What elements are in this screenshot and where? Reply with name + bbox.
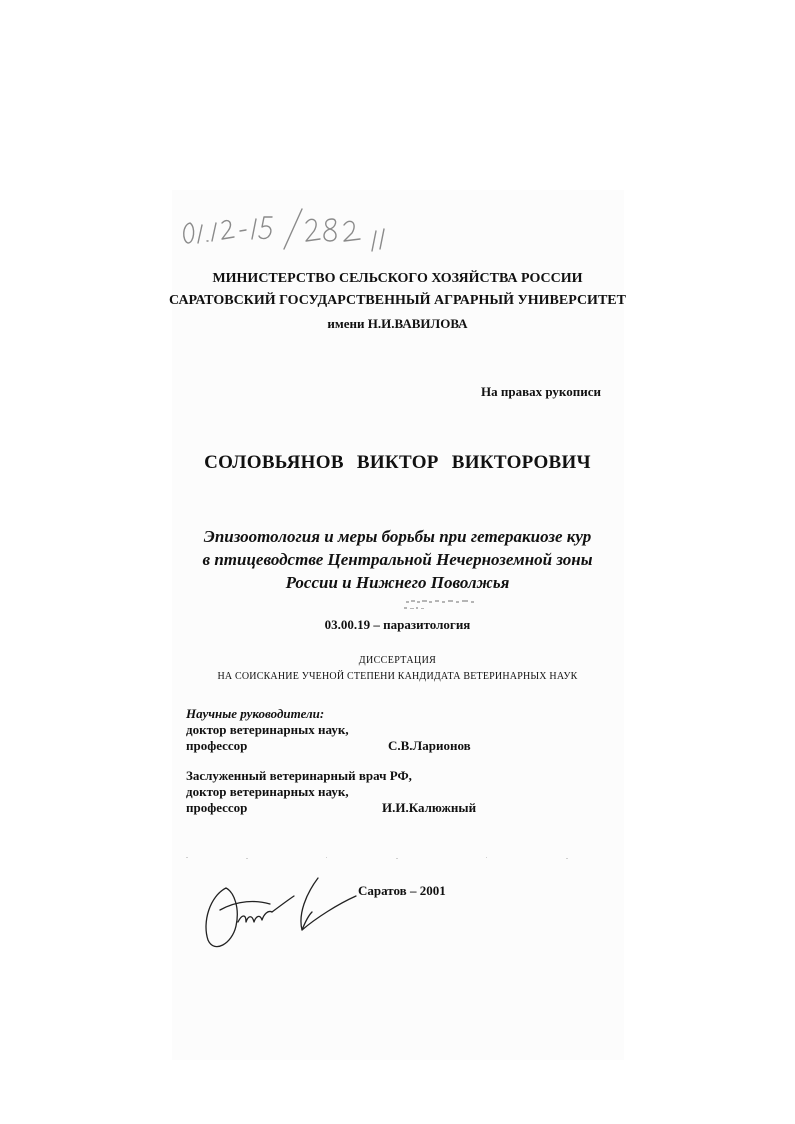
supervisor-2-honor: Заслуженный ветеринарный врач РФ, xyxy=(186,768,412,783)
university-named-after: имени Н.И.ВАВИЛОВА xyxy=(327,316,468,331)
supervisor-1-name: С.В.Ларионов xyxy=(388,738,471,753)
library-stamp-mark xyxy=(404,596,484,612)
author-name: СОЛОВЬЯНОВ ВИКТОР ВИКТОРОВИЧ xyxy=(204,452,591,473)
title-line: Эпизоотология и меры борьбы при гетеракиозе кур xyxy=(203,527,592,546)
dissertation-title xyxy=(0,525,795,594)
city-year: Саратов – 2001 xyxy=(358,883,446,898)
title-line: России и Нижнего Поволжья xyxy=(285,573,510,592)
ministry-name: МИНИСТЕРСТВО СЕЛЬСКОГО ХОЗЯЙСТВА РОССИИ xyxy=(212,271,583,286)
supervisor-2-rank: профессор xyxy=(186,800,248,815)
handwritten-signature xyxy=(198,870,368,960)
supervisors-heading: Научные руководители: xyxy=(186,706,325,721)
specialty-code: 03.00.19 – паразитология xyxy=(324,617,471,632)
supervisor-1-rank: профессор xyxy=(186,738,248,753)
dissertation-type: ДИССЕРТАЦИЯ xyxy=(358,655,437,666)
supervisor-2-name: И.И.Калюжный xyxy=(382,800,477,815)
dissertation-purpose: НА СОИСКАНИЕ УЧЕНОЙ СТЕПЕНИ КАНДИДАТА ВЕТЕРИНАРНЫХ НАУК xyxy=(217,671,578,682)
supervisor-1-degree: доктор ветеринарных наук, xyxy=(186,722,349,737)
handwritten-archive-code xyxy=(180,205,405,253)
supervisor-2-degree: доктор ветеринарных наук, xyxy=(186,784,349,799)
scan-speckles xyxy=(186,855,606,861)
university-name: САРАТОВСКИЙ ГОСУДАРСТВЕННЫЙ АГРАРНЫЙ УНИВЕРСИТЕТ xyxy=(169,293,626,308)
title-line: в птицеводстве Центральной Нечерноземной зоны xyxy=(202,550,593,569)
rights-note: На правах рукописи xyxy=(481,384,601,399)
